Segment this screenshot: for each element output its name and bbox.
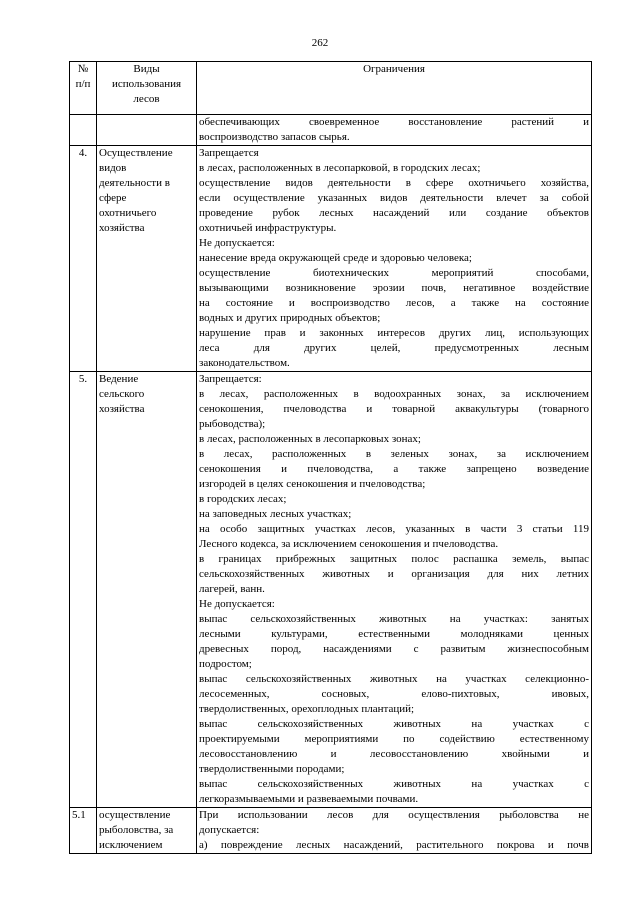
- restriction-line: если осуществление указанных видов деятельности влечет за собой: [199, 192, 589, 204]
- header-types-line: Виды: [133, 63, 160, 75]
- header-restrictions: Ограничения: [197, 62, 592, 115]
- restriction-line: Лесного кодекса, за исключением сенокошения и пчеловодства.: [199, 538, 499, 550]
- restriction-line: на заповедных лесных участках;: [199, 508, 352, 520]
- usage-type-line: видов: [99, 162, 127, 174]
- restriction-line: в городских лесах;: [199, 493, 287, 505]
- restriction-line: в лесах, расположенных в зеленых зонах, за исключением: [199, 448, 589, 460]
- table-body: [70, 115, 592, 854]
- row-restrictions: [197, 146, 592, 372]
- restriction-line: Запрещается:: [199, 373, 262, 385]
- restriction-line: лесовосстановлению и лесовосстановлению хвойными и: [199, 748, 589, 760]
- restriction-line: При использовании лесов для осуществления рыболовства не: [199, 809, 589, 821]
- row-number: 5.: [70, 372, 97, 808]
- table-row: [70, 808, 592, 854]
- header-number-line: №: [77, 63, 89, 75]
- table-row: [70, 146, 592, 372]
- usage-type-line: хозяйства: [99, 222, 145, 234]
- restriction-line: нанесение вреда окружающей среде и здоровью человека;: [199, 252, 472, 264]
- usage-type-line: рыболовства, за: [99, 824, 174, 836]
- usage-type-line: Осуществление: [99, 147, 173, 159]
- restriction-line: воспроизводство запасов сырья.: [199, 131, 350, 143]
- restriction-line: твердолиственных, орехоплодных плантаций;: [199, 703, 415, 715]
- usage-type-line: сфере: [99, 192, 127, 204]
- restriction-line: допускается:: [199, 824, 260, 836]
- usage-type-line: хозяйства: [99, 403, 145, 415]
- restriction-line: вызывающими возникновение эрозии почв, негативное воздействие: [199, 282, 589, 294]
- restriction-line: проведение рубок лесных насаждений или создание объектов: [199, 207, 589, 219]
- header-number-line: п/п: [75, 78, 91, 90]
- restriction-line: выпас сельскохозяйственных животных на участках: занятых: [199, 613, 589, 625]
- restriction-line: рыбоводства);: [199, 418, 266, 430]
- restriction-line: Не допускается:: [199, 598, 275, 610]
- table-row: [70, 372, 592, 808]
- usage-type-line: осуществление: [99, 809, 171, 821]
- restriction-line: сельскохозяйственных животных и организация для них летних: [199, 568, 589, 580]
- header-types-line: лесов: [133, 93, 160, 105]
- usage-type-line: охотничьего: [99, 207, 157, 219]
- row-number: 4.: [70, 146, 97, 372]
- restriction-line: выпас сельскохозяйственных животных на участках с: [199, 778, 589, 790]
- row-usage-type: [97, 146, 197, 372]
- row-restrictions: [197, 808, 592, 854]
- table-row: [70, 115, 592, 146]
- restriction-line: в лесах, расположенных в водоохранных зонах, за исключением: [199, 388, 589, 400]
- restriction-line: древесных пород, насаждениями с развитым жизнеспособным: [199, 643, 589, 655]
- restriction-line: лесными культурами, естественными молодняками ценных: [199, 628, 589, 640]
- restriction-line: осуществление видов деятельности в сфере охотничьего хозяйства,: [199, 177, 589, 189]
- restriction-line: подростом;: [199, 658, 252, 670]
- restriction-line: водных и других природных объектов;: [199, 312, 381, 324]
- restriction-line: выпас сельскохозяйственных животных на участках с: [199, 718, 589, 730]
- restriction-line: изгородей в целях сенокошения и пчеловодства;: [199, 478, 426, 490]
- restriction-line: в лесах, расположенных в лесопарковой, в городских лесах;: [199, 162, 481, 174]
- restriction-line: леса для других целей, предусмотренных лесным: [199, 342, 589, 354]
- row-usage-type: [97, 808, 197, 854]
- restriction-line: на состояние и воспроизводство лесов, а также на состояние: [199, 297, 589, 309]
- restriction-line: охотничьей инфраструктуры.: [199, 222, 337, 234]
- usage-type-line: сельского: [99, 388, 145, 400]
- row-usage-type: [97, 372, 197, 808]
- restriction-line: нарушение прав и законных интересов других лиц, использующих: [199, 327, 589, 339]
- row-usage-type: [97, 115, 197, 146]
- table-header-row: [70, 62, 592, 115]
- restriction-line: проектируемыми мероприятиями по содействию естественному: [199, 733, 589, 745]
- restriction-line: на особо защитных участках лесов, указанных в части 3 статьи 119: [199, 523, 589, 535]
- restriction-line: в границах прибрежных защитных полос распашка земель, выпас: [199, 553, 589, 565]
- restriction-line: законодательством.: [199, 357, 290, 369]
- header-number: [70, 62, 97, 115]
- restriction-line: в лесах, расположенных в лесопарковых зонах;: [199, 433, 421, 445]
- row-restrictions: [197, 372, 592, 808]
- restriction-line: осуществление биотехнических мероприятий способами,: [199, 267, 589, 279]
- row-number: 5.1: [70, 808, 97, 854]
- header-types: [97, 62, 197, 115]
- restriction-line: сенокошения и пчеловодства, а также запрещено возведение: [199, 463, 589, 475]
- restriction-line: выпас сельскохозяйственных животных на участках селекционно-: [199, 673, 589, 685]
- restriction-line: лагерей, ванн.: [199, 583, 265, 595]
- usage-type-line: деятельности в: [99, 177, 170, 189]
- usage-type-line: Ведение: [99, 373, 139, 385]
- restriction-line: лесосеменных, сосновых, елово-пихтовых, ивовых,: [199, 688, 589, 700]
- row-restrictions: [197, 115, 592, 146]
- restrictions-table: [69, 61, 592, 854]
- header-types-line: использования: [111, 78, 182, 90]
- restriction-line: обеспечивающих своевременное восстановление растений и: [199, 116, 589, 128]
- usage-type-line: исключением: [99, 839, 163, 851]
- restriction-line: Запрещается: [199, 147, 259, 159]
- restriction-line: легкоразмываемыми и развеваемыми почвами.: [199, 793, 419, 805]
- row-number: [70, 115, 97, 146]
- restriction-line: Не допускается:: [199, 237, 275, 249]
- restriction-line: а) повреждение лесных насаждений, растительного покрова и почв: [199, 839, 589, 851]
- restriction-line: сенокошения, пчеловодства и товарной аквакультуры (товарного: [199, 403, 589, 415]
- page-number: 262: [311, 37, 329, 49]
- restriction-line: твердолиственными породами;: [199, 763, 345, 775]
